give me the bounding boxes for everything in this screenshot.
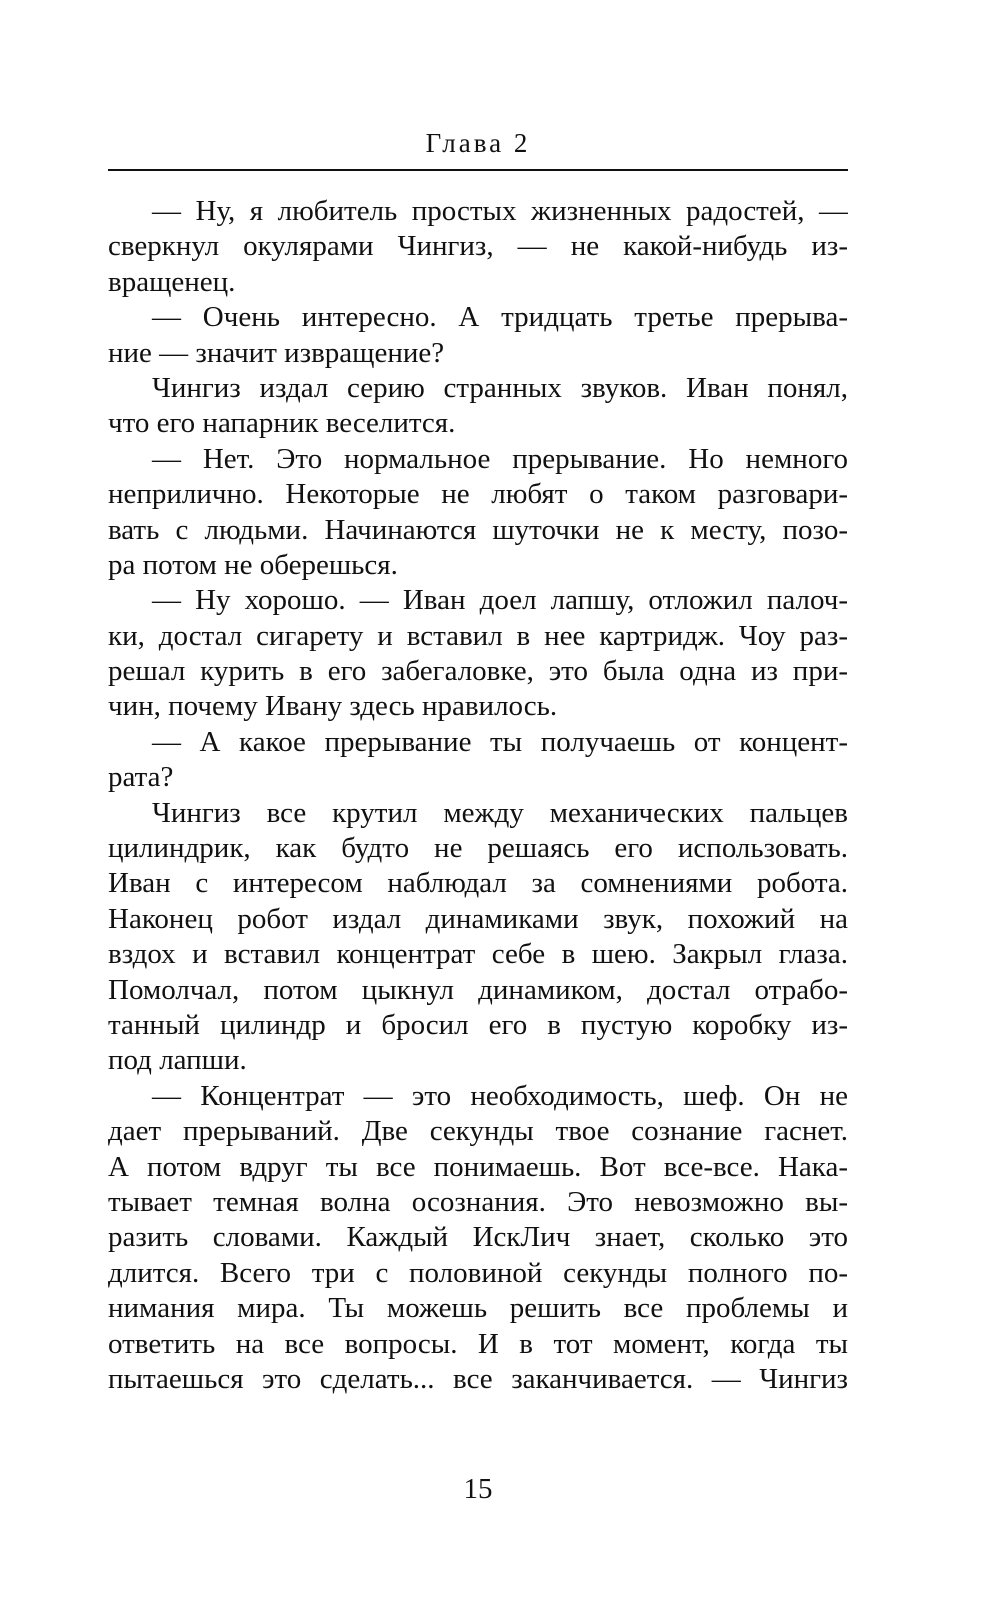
text-line: дает прерываний. Две секунды твое сознание гаснет. <box>108 1115 848 1148</box>
text-line: пытаешься это сделать... все заканчивается. — Чингиз <box>108 1362 848 1395</box>
text-line: под лапши. <box>108 1044 247 1077</box>
page-number: 15 <box>463 1473 493 1505</box>
text-line: Наконец робот издал динамиками звук, похожий на <box>108 902 848 935</box>
text-line: вращенец. <box>108 265 236 298</box>
text-line: разить словами. Каждый ИскЛич знает, сколько это <box>108 1221 848 1254</box>
body-text <box>108 194 848 1397</box>
text-line: ние — значит извращение? <box>108 336 445 369</box>
text-line: ра потом не оберешься. <box>108 548 398 581</box>
text-line: танный цилиндр и бросил его в пустую коробку из- <box>108 1008 848 1041</box>
text-line: что его напарник веселится. <box>108 407 456 440</box>
text-line: вать с людьми. Начинаются шуточки не к месту, позо- <box>108 513 848 546</box>
text-line: цилиндрик, как будто не решаясь его использовать. <box>108 832 848 865</box>
text-line: длится. Всего три с половиной секунды полного по- <box>108 1256 848 1289</box>
text-line: — Концентрат — это необходимость, шеф. Он не <box>152 1079 848 1112</box>
text-line: сверкнул окулярами Чингиз, — не какой-нибудь из- <box>108 230 848 263</box>
text-line: — Ну хорошо. — Иван доел лапшу, отложил палоч- <box>152 584 848 617</box>
text-line: ответить на все вопросы. И в тот момент, когда ты <box>108 1327 848 1360</box>
text-line: неприлично. Некоторые не любят о таком разговари- <box>108 478 848 511</box>
text-line: нимания мира. Ты можешь решить все проблемы и <box>108 1292 848 1325</box>
text-line: Чингиз все крутил между механических пальцев <box>152 796 848 829</box>
text-line: — Очень интересно. А тридцать третье прерыва- <box>152 301 848 334</box>
text-line: тывает темная волна осознания. Это невозможно вы- <box>108 1185 848 1218</box>
text-line: рата? <box>108 761 174 794</box>
text-line: Помолчал, потом цыкнул динамиком, достал отрабо- <box>108 973 848 1006</box>
text-line: решал курить в его забегаловке, это была одна из при- <box>108 655 848 688</box>
text-line: — А какое прерывание ты получаешь от концент- <box>152 725 848 758</box>
text-line: Чингиз издал серию странных звуков. Иван понял, <box>152 371 848 404</box>
text-line: А потом вдруг ты все понимаешь. Вот все-все. Нака- <box>108 1150 848 1183</box>
text-line: Иван с интересом наблюдал за сомнениями робота. <box>108 867 848 900</box>
text-line: чин, почему Ивану здесь нравилось. <box>108 690 558 723</box>
text-line: — Ну, я любитель простых жизненных радостей, — <box>152 195 848 227</box>
header-rule <box>108 169 848 171</box>
text-line: вздох и вставил концентрат себе в шею. Закрыл глаза. <box>108 938 848 971</box>
text-line: ки, достал сигарету и вставил в нее картридж. Чоу раз- <box>108 619 848 652</box>
running-head-chapter-title: Глава 2 <box>425 128 531 158</box>
text-line: — Нет. Это нормальное прерывание. Но немного <box>152 442 848 475</box>
